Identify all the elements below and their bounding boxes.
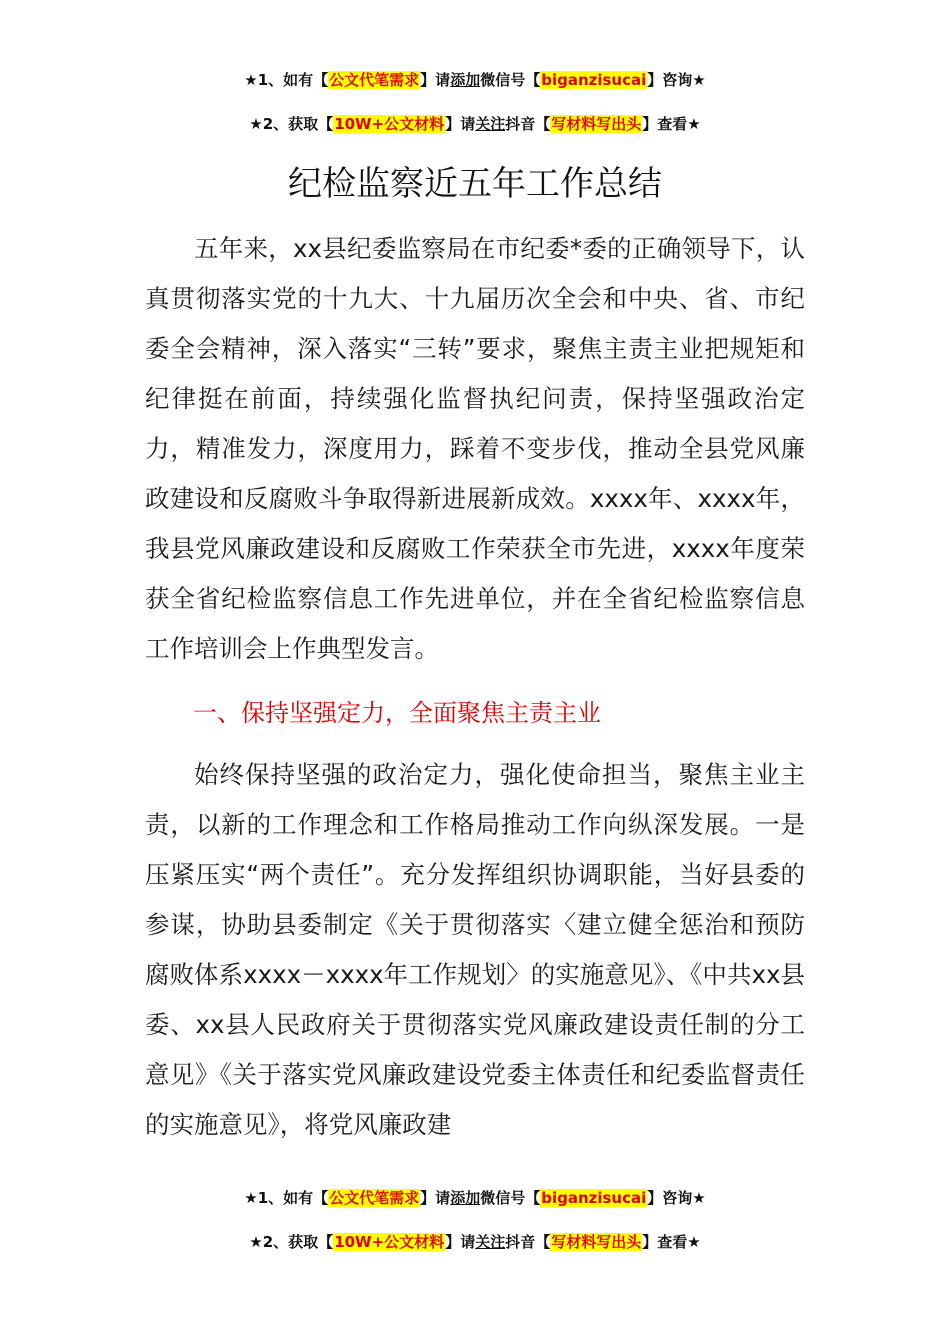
- banner-text: 】咨询★: [647, 71, 706, 89]
- underlined-text: 添加: [450, 1189, 481, 1207]
- banner-line-1: [0, 1176, 950, 1220]
- banner-text: 抖音【: [505, 1233, 551, 1251]
- banner-text: 抖音【: [505, 115, 551, 133]
- section-heading: 一、保持坚强定力，全面聚焦主责主业: [193, 699, 601, 727]
- banner-text: ★2、获取【: [249, 115, 334, 133]
- highlight-text: biganzisucai: [541, 71, 647, 89]
- highlight-text: 写材料写出头: [551, 1233, 642, 1251]
- banner-text: 】请: [420, 1189, 451, 1207]
- banner-text: 】查看★: [642, 115, 701, 133]
- highlight-text: 10W+公文材料: [334, 115, 445, 133]
- banner-line-1: [0, 58, 950, 102]
- banner-text: 】请: [445, 1233, 476, 1251]
- highlight-text: 公文代笔需求: [329, 1189, 420, 1207]
- underlined-text: 添加: [450, 71, 481, 89]
- paragraph: 始终保持坚强的政治定力，强化使命担当，聚焦主业主责，以新的工作理念和工作格局推动工作向纵深发展。一是压紧压实“两个责任”。充分发挥组织协调职能，当好县委的参谋，协助县委制定《关于贯彻落实〈建立健全惩治和预防腐败体系xxxx－xxxx年工作规划〉的实施意见》、《中共xx县委、xx县人民政府关于贯彻落实党风廉政建设责任制的分工意见》《关于落实党风廉政建设党委主体责任和纪委监督责任的实施意见》，将党风廉政建: [145, 760, 805, 1139]
- document-body: [145, 224, 805, 1150]
- banner-text: 】咨询★: [647, 1189, 706, 1207]
- banner-text: ★1、如有【: [244, 71, 329, 89]
- banner-line-2: [0, 102, 950, 146]
- highlight-text: biganzisucai: [541, 1189, 647, 1207]
- header-banner: [0, 58, 950, 146]
- underlined-text: 关注: [475, 115, 506, 133]
- banner-text: 】请: [420, 71, 451, 89]
- banner-text: 微信号【: [480, 1189, 541, 1207]
- underlined-text: 关注: [475, 1233, 506, 1251]
- banner-line-2: [0, 1220, 950, 1264]
- banner-text: ★1、如有【: [244, 1189, 329, 1207]
- banner-text: ★2、获取【: [249, 1233, 334, 1251]
- banner-text: 微信号【: [480, 71, 541, 89]
- highlight-text: 公文代笔需求: [329, 71, 420, 89]
- highlight-text: 10W+公文材料: [334, 1233, 445, 1251]
- footer-banner: [0, 1176, 950, 1264]
- document-title: 纪检监察近五年工作总结: [288, 164, 662, 204]
- banner-text: 】请: [445, 115, 476, 133]
- banner-text: 】查看★: [642, 1233, 701, 1251]
- highlight-text: 写材料写出头: [551, 115, 642, 133]
- paragraph: 五年来，xx县纪委监察局在市纪委*委的正确领导下，认真贯彻落实党的十九大、十九届历次全会和中央、省、市纪委全会精神，深入落实“三转”要求，聚焦主责主业把规矩和纪律挺在前面，持续强化监督执纪问责，保持坚强政治定力，精准发力，深度用力，踩着不变步伐，推动全县党风廉政建设和反腐败斗争取得新进展新成效。xxxx年、xxxx年，我县党风廉政建设和反腐败工作荣获全市先进，xxxx年度荣获全省纪检监察信息工作先进单位，并在全省纪检监察信息工作培训会上作典型发言。: [145, 234, 805, 663]
